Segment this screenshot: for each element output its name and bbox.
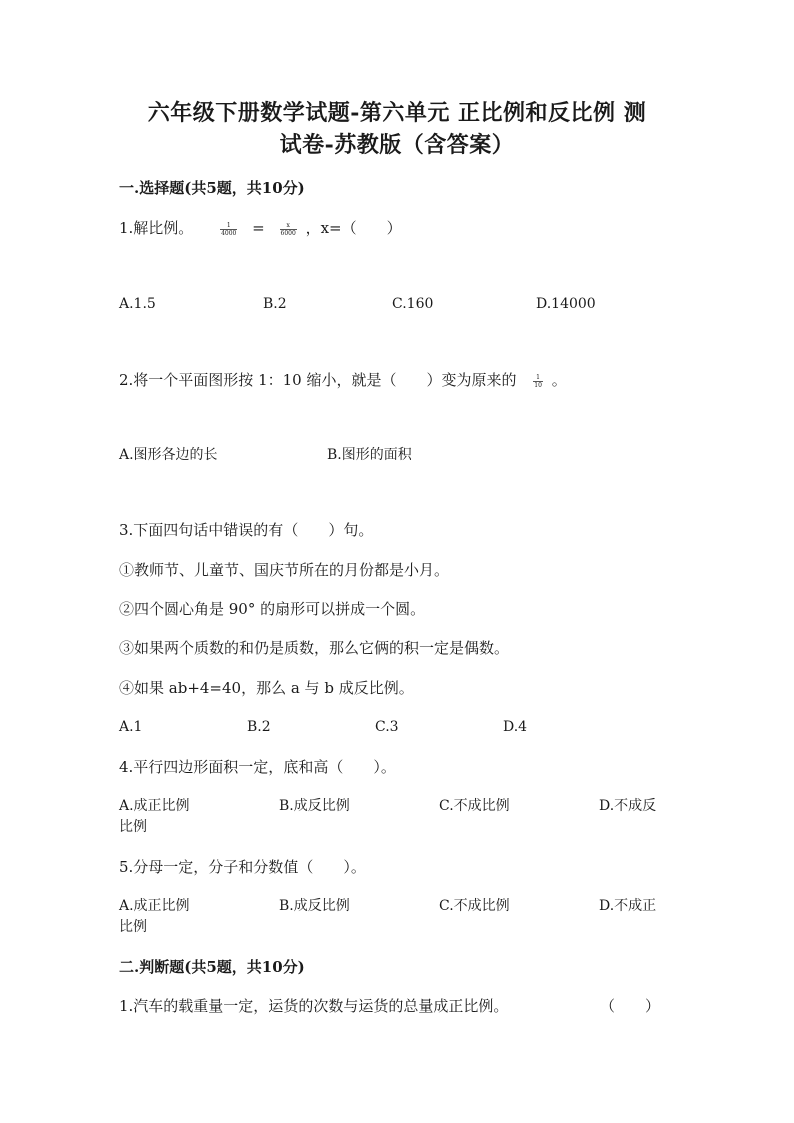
fraction-x-over-6000: [280, 222, 297, 237]
q5-option-d-wrap: 比例: [119, 919, 147, 935]
title-line-2: 试卷-苏教版（含答案）: [279, 132, 515, 158]
q3-option-b[interactable]: B.2: [247, 719, 271, 735]
q3-option-c[interactable]: C.3: [375, 719, 399, 735]
judgement-answer-blank[interactable]: （ ）: [600, 997, 661, 1015]
q4-option-a[interactable]: A.成正比例: [119, 798, 190, 814]
judgement-question-1: 1.汽车的载重量一定，运货的次数与运货的总量成正比例。: [119, 997, 509, 1015]
fraction-numerator: x: [280, 222, 297, 230]
q1-option-a[interactable]: A.1.5: [119, 296, 156, 312]
title-line-1: 六年级下册数学试题-第六单元 正比例和反比例 测: [147, 100, 647, 126]
question-3: 3.下面四句话中错误的有（ ）句。: [119, 521, 374, 539]
fraction-1-over-10: [533, 374, 543, 389]
question-5: 5.分母一定，分子和分数值（ ）。: [119, 858, 366, 876]
q5-option-a[interactable]: A.成正比例: [119, 898, 190, 914]
section-heading-judgement: 二.判断题(共5题，共10分): [119, 958, 305, 976]
q5-option-d[interactable]: D.不成正: [599, 898, 657, 914]
question-2: [119, 370, 567, 390]
q1-option-c[interactable]: C.160: [392, 296, 434, 312]
q4-option-b[interactable]: B.成反比例: [279, 798, 350, 814]
q4-option-c[interactable]: C.不成比例: [439, 798, 510, 814]
fraction-1-over-4000: [220, 222, 237, 237]
q4-option-d-wrap: 比例: [119, 819, 147, 835]
q2-option-b[interactable]: B.图形的面积: [327, 447, 412, 463]
q3-option-d[interactable]: D.4: [503, 719, 528, 735]
q5-option-b[interactable]: B.成反比例: [279, 898, 350, 914]
question-1: [119, 218, 402, 238]
fraction-numerator: 1: [533, 374, 543, 382]
fraction-denominator: 4000: [221, 229, 237, 237]
q1-option-d[interactable]: D.14000: [536, 296, 596, 312]
q3-statement-1: ①教师节、儿童节、国庆节所在的月份都是小月。: [119, 561, 450, 579]
fraction-numerator: 1: [220, 222, 237, 230]
question-2-period: 。: [551, 371, 567, 389]
q5-option-c[interactable]: C.不成比例: [439, 898, 510, 914]
fraction-denominator: 10: [534, 381, 542, 389]
q3-option-a[interactable]: A.1: [119, 719, 143, 735]
question-2-text: 2.将一个平面图形按 1：10 缩小，就是（ ）变为原来的: [119, 371, 517, 389]
q3-statement-4: ④如果 ab+4=40，那么 a 与 b 成反比例。: [119, 679, 414, 697]
q3-statement-3: ③如果两个质数的和仍是质数，那么它俩的积一定是偶数。: [119, 639, 510, 657]
question-4: 4.平行四边形面积一定，底和高（ ）。: [119, 758, 396, 776]
equals-sign: =: [252, 219, 265, 237]
question-1-text: 1.解比例。: [119, 219, 194, 237]
question-1-answer-blank: ，x=（ ）: [305, 219, 402, 237]
q1-option-b[interactable]: B.2: [263, 296, 287, 312]
fraction-denominator: 6000: [280, 229, 296, 237]
q2-option-a[interactable]: A.图形各边的长: [119, 447, 218, 463]
section-heading-choice: 一.选择题(共5题，共10分): [119, 179, 305, 197]
q3-statement-2: ②四个圆心角是 90° 的扇形可以拼成一个圆。: [119, 600, 426, 618]
q4-option-d[interactable]: D.不成反: [599, 798, 657, 814]
